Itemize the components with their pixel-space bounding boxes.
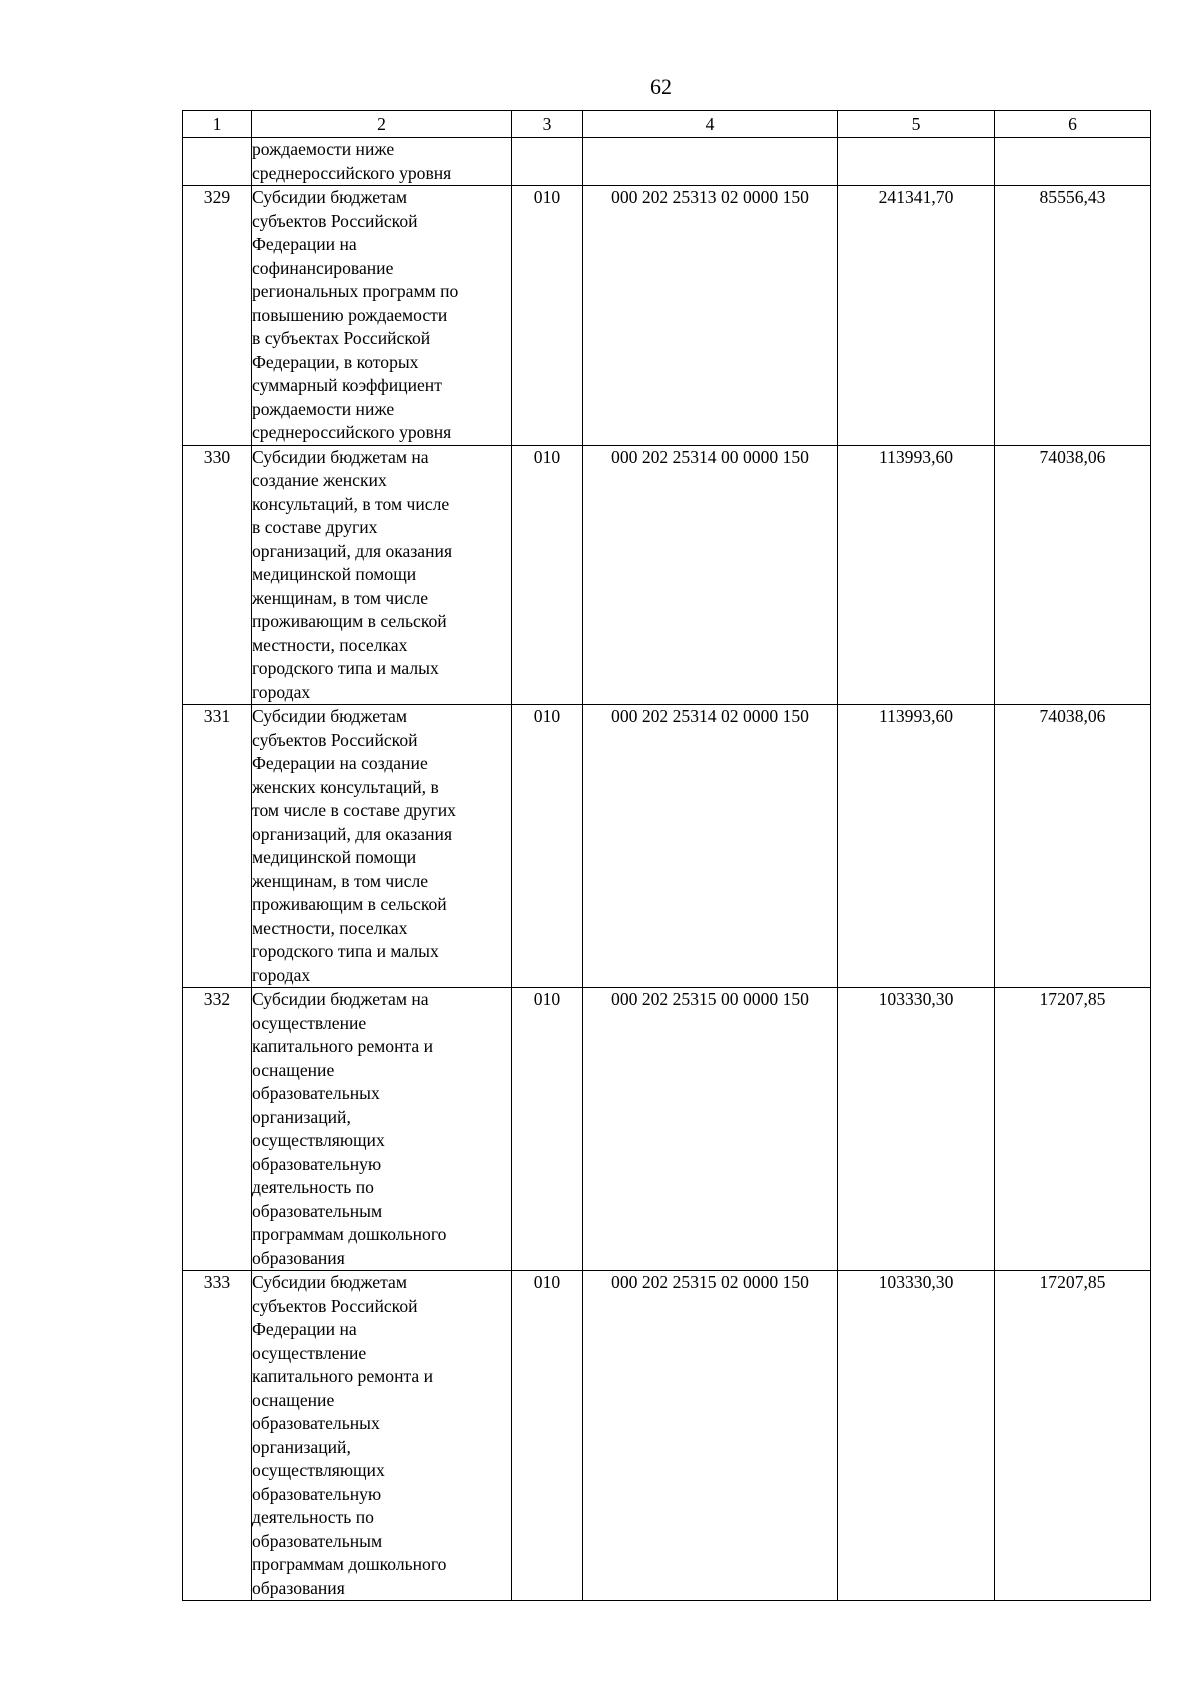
value6-cell: 74038,06 bbox=[995, 445, 1151, 705]
column-header: 3 bbox=[512, 111, 583, 138]
value6-cell: 74038,06 bbox=[995, 705, 1151, 988]
budget-table bbox=[182, 110, 1151, 1601]
column3-cell: 010 bbox=[512, 445, 583, 705]
table-row bbox=[183, 705, 1151, 988]
column-header: 6 bbox=[995, 111, 1151, 138]
column3-cell: 010 bbox=[512, 705, 583, 988]
description-cell: Субсидии бюджетам субъектов Российской Федерации на софинансирование региональных программ по повышению рождаемости в субъектах Российской Федерации, в которых суммарный коэффициент рождаемости ниже среднероссийского уровня bbox=[252, 186, 512, 446]
column3-cell: 010 bbox=[512, 1271, 583, 1601]
row-number-cell: 329 bbox=[183, 186, 252, 446]
header-row bbox=[183, 111, 1151, 138]
row-number-cell: 333 bbox=[183, 1271, 252, 1601]
value6-cell: 17207,85 bbox=[995, 1271, 1151, 1601]
column3-cell: 010 bbox=[512, 988, 583, 1271]
code-cell: 000 202 25313 02 0000 150 bbox=[583, 186, 838, 446]
row-number-cell: 330 bbox=[183, 445, 252, 705]
table-row bbox=[183, 445, 1151, 705]
value6-cell: 85556,43 bbox=[995, 186, 1151, 446]
code-cell: 000 202 25314 02 0000 150 bbox=[583, 705, 838, 988]
description-cell: Субсидии бюджетам субъектов Российской Федерации на осуществление капитального ремонта и оснащение образовательных организаций, осуществляющих образовательную деятельность по образовательным программам дошкольного образования bbox=[252, 1271, 512, 1601]
row-number-cell bbox=[183, 138, 252, 186]
page-number: 62 bbox=[650, 74, 672, 99]
description-cell: рождаемости ниже среднероссийского уровня bbox=[252, 138, 512, 186]
value6-cell bbox=[995, 138, 1151, 186]
table-row bbox=[183, 988, 1151, 1271]
value6-cell: 17207,85 bbox=[995, 988, 1151, 1271]
description-cell: Субсидии бюджетам на создание женских консультаций, в том числе в составе других организаций, для оказания медицинской помощи женщинам, в том числе проживающим в сельской местности, поселках городского типа и малых городах bbox=[252, 445, 512, 705]
column3-cell bbox=[512, 138, 583, 186]
column-header: 1 bbox=[183, 111, 252, 138]
row-number-cell: 332 bbox=[183, 988, 252, 1271]
value5-cell bbox=[838, 138, 995, 186]
row-number-cell: 331 bbox=[183, 705, 252, 988]
value5-cell: 113993,60 bbox=[838, 705, 995, 988]
value5-cell: 113993,60 bbox=[838, 445, 995, 705]
column-header: 2 bbox=[252, 111, 512, 138]
value5-cell: 241341,70 bbox=[838, 186, 995, 446]
column-header: 4 bbox=[583, 111, 838, 138]
value5-cell: 103330,30 bbox=[838, 1271, 995, 1601]
table-row-continuation bbox=[183, 138, 1151, 186]
column-header: 5 bbox=[838, 111, 995, 138]
code-cell bbox=[583, 138, 838, 186]
code-cell: 000 202 25315 00 0000 150 bbox=[583, 988, 838, 1271]
table-row bbox=[183, 186, 1151, 446]
code-cell: 000 202 25314 00 0000 150 bbox=[583, 445, 838, 705]
description-cell: Субсидии бюджетам на осуществление капитального ремонта и оснащение образовательных организаций, осуществляющих образовательную деятельность по образовательным программам дошкольного образования bbox=[252, 988, 512, 1271]
table-row bbox=[183, 1271, 1151, 1601]
code-cell: 000 202 25315 02 0000 150 bbox=[583, 1271, 838, 1601]
column3-cell: 010 bbox=[512, 186, 583, 446]
value5-cell: 103330,30 bbox=[838, 988, 995, 1271]
description-cell: Субсидии бюджетам субъектов Российской Федерации на создание женских консультаций, в том числе в составе других организаций, для оказания медицинской помощи женщинам, в том числе проживающим в сельской местности, поселках городского типа и малых городах bbox=[252, 705, 512, 988]
